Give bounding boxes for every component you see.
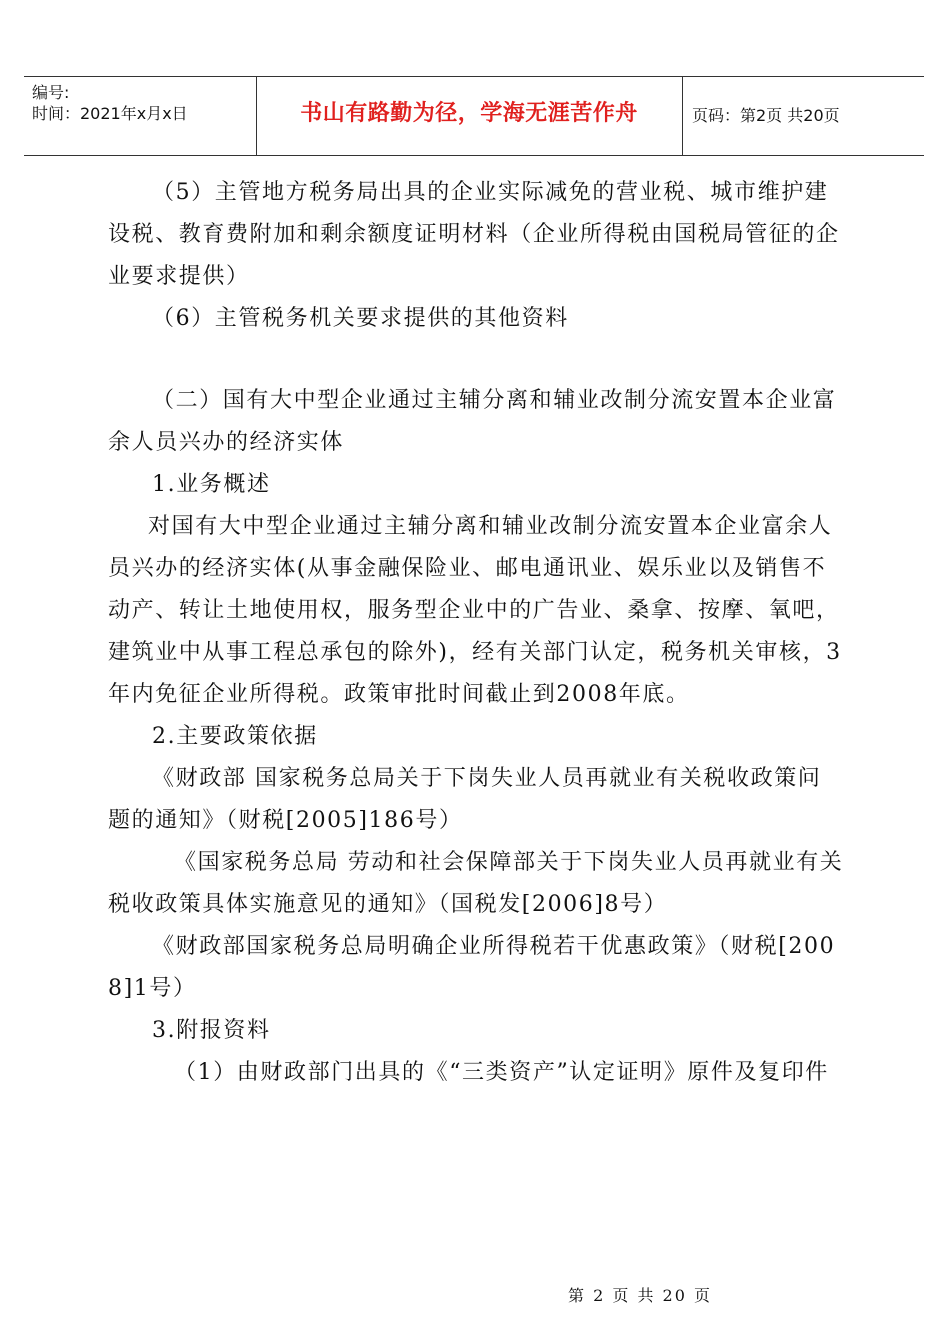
footer-page-number: 第 2 页 共 20 页 <box>568 1286 712 1305</box>
policy-item-2: 《国家税务总局 劳动和社会保障部关于下岗失业人员再就业有关税收政策具体实施意见的通知》（国税发[2006]8号） <box>108 850 844 917</box>
header-page-info: 页码：第2页 共20页 <box>692 106 840 125</box>
document-body <box>108 172 844 1094</box>
subheading-policy-basis: 2.主要政策依据 <box>152 724 318 749</box>
header-divider-right <box>682 77 683 156</box>
document-number-label: 编号: <box>32 83 70 102</box>
attachment-item-1: （1）由财政部门出具的《“三类资产”认定证明》原件及复印件 <box>174 1060 829 1085</box>
section-spacer <box>108 340 844 380</box>
policy-item-3: 《财政部国家税务总局明确企业所得税若干优惠政策》（财税[2008]1号） <box>108 934 836 1001</box>
paragraph-overview: 对国有大中型企业通过主辅分离和辅业改制分流安置本企业富余人员兴办的经济实体(从事金融保险业、邮电通讯业、娱乐业以及销售不动产、转让土地使用权，服务型企业中的广告业、桑拿、按摩、氧吧，建筑业中从事工程总承包的除外)，经有关部门认定，税务机关审核，3年内免征企业所得税。政策审批时间截止到2008年底。 <box>108 514 842 707</box>
header-meta <box>32 82 257 124</box>
document-time-label: 时间：2021年x月x日 <box>32 104 188 123</box>
paragraph-item-5: （5）主管地方税务局出具的企业实际减免的营业税、城市维护建设税、教育费附加和剩余额度证明材料（企业所得税由国税局管征的企业要求提供） <box>108 180 840 289</box>
page-header <box>24 76 924 156</box>
subheading-overview: 1.业务概述 <box>152 472 271 497</box>
subheading-attachments: 3.附报资料 <box>152 1018 271 1043</box>
header-motto: 书山有路勤为径，学海无涯苦作舟 <box>300 101 638 126</box>
section-heading-2: （二）国有大中型企业通过主辅分离和辅业改制分流安置本企业富余人员兴办的经济实体 <box>108 388 837 455</box>
policy-item-1: 《财政部 国家税务总局关于下岗失业人员再就业有关税收政策问题的通知》（财税[2005]186号） <box>108 766 822 833</box>
paragraph-item-6: （6）主管税务机关要求提供的其他资料 <box>152 306 569 331</box>
